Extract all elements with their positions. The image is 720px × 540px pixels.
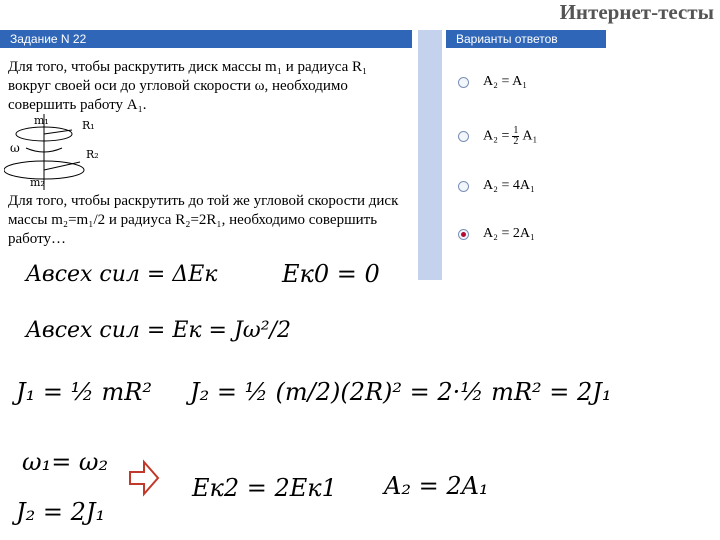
formula-energy-ratio: Eк2 = 2Eк1 [192,474,337,502]
question-text-part2: Для того, чтобы раскрутить до той же угловой скорости диск массы m₂=m₁/2 и радиуса R₂=2R₁, необходимо совершить работу… [8,193,399,247]
answer-option-2-suffix: A₁ [522,128,538,144]
formula-initial-energy: Eк0 = 0 [282,260,380,288]
answers-header-label: Варианты ответов [456,32,558,46]
formula-kinetic-energy: Aвсех сил = Eк = Jω²/2 [26,318,291,343]
disk-diagram [4,112,114,192]
radius-r1-line [44,130,72,134]
fraction-numerator: 1 [513,125,519,136]
radio-button[interactable] [458,131,469,142]
formula-work-energy: Aвсех сил = ΔEк [26,262,218,287]
answer-option-3-label: A₂ = 4A₁ [483,178,535,193]
selected-dot [461,232,466,237]
answers-header [446,30,606,48]
radius-r2-line [44,162,80,170]
answer-option-1-label: A₂ = A₁ [483,74,528,89]
radio-button[interactable] [458,181,469,192]
formula-omega-equal: ω₁= ω₂ [22,448,109,476]
label-omega: ω [10,141,20,155]
answer-option-2-prefix: A₂ = [483,128,510,144]
task-header-label: Задание N 22 [10,32,87,46]
answer-option-2[interactable] [458,126,537,147]
answer-option-4-label: A₂ = 2A₁ [483,226,535,241]
answer-option-3[interactable] [458,178,535,194]
formula-work-ratio: A₂ = 2A₁ [384,472,489,500]
answer-option-4[interactable] [458,226,535,242]
implies-arrow-icon [128,458,160,498]
radio-button[interactable] [458,77,469,88]
fraction [512,126,519,147]
label-r2: R₂ [86,148,99,161]
formula-j2-result: J₂ = 2J₁ [16,498,106,526]
scroll-strip[interactable] [418,30,442,280]
label-m1: m₁ [34,114,49,127]
formula-j2: J₂ = ½ (m/2)(2R)² = 2·½ mR² = 2J₁ [190,378,612,406]
radio-button-selected[interactable] [458,229,469,240]
fraction-denominator: 2 [513,136,519,147]
answer-option-2-label [483,126,537,147]
formula-j1: J₁ = ½ mR² [16,378,152,406]
label-m2: m₂ [30,176,45,189]
task-header [0,30,412,48]
site-title: Интернет-тесты [559,0,714,24]
question-text-part1: Для того, чтобы раскрутить диск массы m₁ и радиуса R₁ вокруг своей оси до угловой скорости ω, необходимо совершить работу A₁. [8,59,368,113]
answer-option-1[interactable] [458,74,527,90]
label-r1: R₁ [82,119,95,132]
